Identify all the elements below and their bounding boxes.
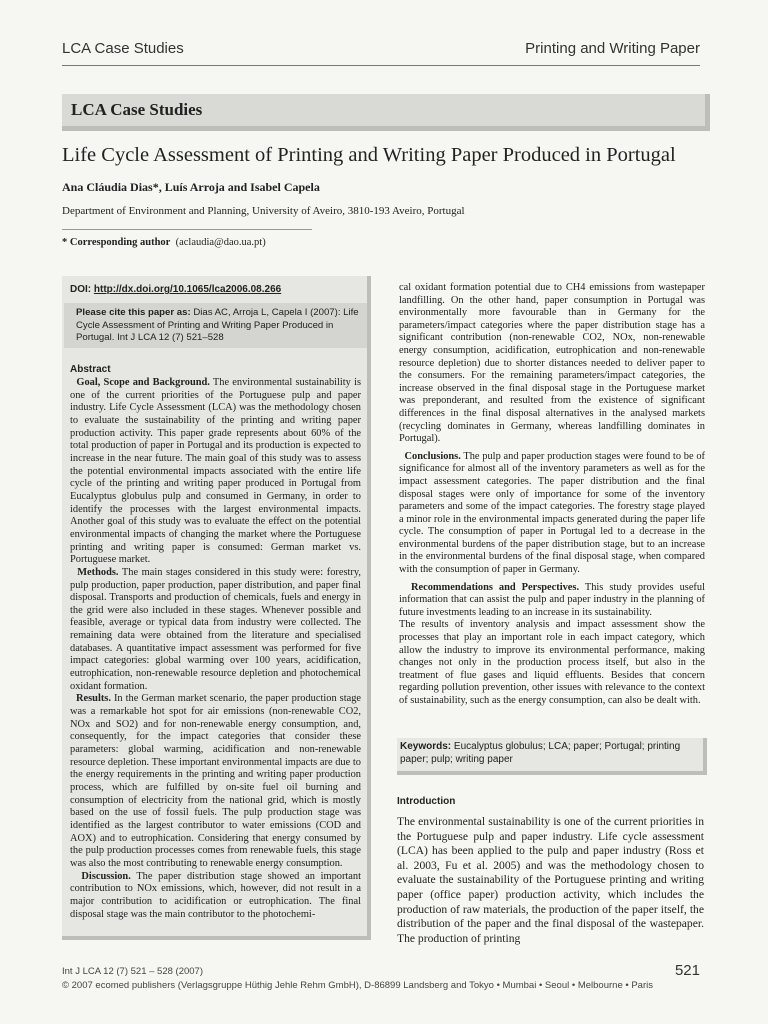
abstract-right-column	[399, 282, 705, 708]
discussion-label: Discussion.	[81, 870, 131, 882]
section-banner-label: LCA Case Studies	[71, 100, 203, 119]
keywords-text: Eucalyptus globulus; LCA; paper; Portugal; printing paper; pulp; writing paper	[400, 741, 681, 765]
discussion-continued: cal oxidant formation potential due to CH4 emissions from wastepaper landfilling. On the other hand, paper consumption in Portugal was environmentally more favourable than in Germany for the parameters/impact categories where the paper distribution stage has a significant contribution (non-renewable CO2, NOx, non-renewable energy consumption, acidification, eutrophication and non-renewable resource depletion) due to shorter distances needed to deliver paper to the consumers. For the remaining parameters/impact categories, the increase observed in the final disposal stage in the Portuguese market was preponderant, and resulted from the existence of significant differences in the final disposal alternatives in the analysed markets (recycling dominates in Germany, whereas landfilling dominates in Portugal).	[399, 282, 705, 445]
footer-journal: Int J LCA 12 (7) 521 – 528 (2007)	[62, 966, 204, 977]
abstract-results	[70, 693, 361, 870]
recommendations-label: Recommendations and Perspectives.	[410, 581, 580, 593]
abstract-methods	[70, 567, 361, 694]
conclusions-label: Conclusions.	[404, 450, 461, 462]
page-number: 521	[674, 962, 700, 979]
conclusions-text: The pulp and paper production stages were found to be of significance for almost all of the inventory parameters as well as for the impact assessment categories. The paper distribution and the final disposal stages were only of importance for some of the inventory parameters and some of the impact categories. The forestry stage played a minor role in the environmental impacts generated during the paper life cycle. The consumption of paper in Portugal led to a decrease in the environmental burdens of the paper distribution stage, but to an increase in the environmental burdens of the final disposal stage, when compared with the consumption of paper in Germany.	[399, 450, 705, 576]
doi-label: DOI:	[70, 284, 92, 295]
introduction-heading: Introduction	[397, 796, 456, 807]
methods-text: The main stages considered in this study were: forestry, pulp production, paper production, paper distribution, and paper final disposal. Transports and production of chemicals, fuels and energy in the grid were also included in these stages. Whenever possible and feasible, average or typical data from industry were collected. The remaining data were obtained from the literature and specialised databases. A quantitative impact assessment was performed for five impact categories: global warming over 100 years, acidification, eutrophication, non-renewable resource depletion and photochemical oxidant formation.	[70, 566, 361, 692]
footer-publisher: © 2007 ecomed publishers (Verlagsgruppe Hüthig Jehle Rehm GmbH), D-86899 Landsberg and Tokyo • Mumbai • Seoul • Melbourne • Paris	[62, 980, 653, 991]
goal-text: The environmental sustainability is one of the current priorities of the Portuguese pulp and paper industry. Life Cycle Assessment (LCA) was the methodology chosen to evaluate the sustainability of the printing and writing paper production activity. This paper grade represents about 60% of the total production of paper in Portugal and its production is expected to increase in the near future. The main goal of this study was to assess the potential environmental impacts associated with the entire life cycle of the printing and writing paper produced in Portugal from Eucalyptus globulus pulp and consumed in Germany, in order to identify the processes with the largest environmental impacts. Another goal of this study was to evaluate the effect on the potential environmental impacts of changing the market where the Portuguese printing and writing paper is consumed: German market vs. Portuguese market.	[70, 377, 361, 566]
cite-box	[64, 303, 367, 348]
authors: Ana Cláudia Dias*, Luís Arroja and Isabel Capela	[62, 180, 320, 194]
corresponding-author-label: * Corresponding author	[62, 237, 171, 248]
keywords	[400, 741, 700, 767]
running-header-left: LCA Case Studies	[62, 40, 184, 57]
abstract-recommendations-2: The results of inventory analysis and impact assessment show the processes that play an important role in each impact category, which allow the industry to improve its environmental performance, making changes not only in the production process itself, but also in the treatment of flue gases and liquid effluents. Besides that concern regarding pollution prevention, other issues with relevance to the context of sustainability, such as the energy consumption, can also be dealt with.	[399, 619, 705, 706]
abstract-body	[70, 377, 361, 921]
keywords-label: Keywords:	[400, 741, 452, 752]
affiliation: Department of Environment and Planning, University of Aveiro, 3810-193 Aveiro, Portugal	[62, 205, 465, 217]
recommendations-text: This study provides useful information that can assist the pulp and paper industry in the planning of future investments leading to an increase in its sustainability.	[399, 581, 705, 618]
abstract-box	[62, 276, 371, 940]
abstract-goal	[70, 377, 361, 567]
doi	[70, 284, 281, 295]
footnote-rule	[62, 229, 312, 230]
cite-text: Dias AC, Arroja L, Capela I (2007): Life Cycle Assessment of Printing and Writing Paper Produced in Portugal. Int J LCA 12 (7) 521–528	[76, 307, 359, 344]
cite-label: Please cite this paper as:	[76, 307, 191, 318]
abstract-conclusions	[399, 451, 705, 577]
abstract-heading: Abstract	[70, 364, 111, 375]
article-title: Life Cycle Assessment of Printing and Writing Paper Produced in Portugal	[62, 144, 676, 166]
section-banner	[62, 94, 710, 131]
keywords-box	[397, 738, 707, 775]
abstract-discussion	[70, 871, 361, 922]
results-text: In the German market scenario, the paper production stage was a remarkable hot spot for air emissions (non-renewable CO2, NOx and SO2) and for non-renewable energy consumption, and, consequently, for the impact categories that consider these parameters: global warming, acidification and non-renewable resource depletion. These important environmental impacts are due to the energy requirements in the printing and writing paper production process, which are fulfilled by on-site fuel oil burning and consumption of electricity from the national grid, which is mostly based on the use of fossil fuels. The pulp production stage was identified as the largest contributor to water emissions (COD and AOX) and to eutrophication. Considering that energy consumed by the pulp production processes comes from renewable fuels, this stage was also the most contributing to renewable energy consumption.	[70, 693, 362, 869]
introduction-text: The environmental sustainability is one of the current priorities in the Portuguese pulp and paper industry. Life cycle assessment (LCA) has been applied to the pulp and paper industry (Ross et al. 2003, Fu et al. 2005) and was the methodology chosen to evaluate the sustainability of the Portuguese printing and writing paper (office paper) production activity, which includes the production of raw materials, the production of the paper itself, the distribution of the paper and the final disposal of the wastepaper. The production of printing	[397, 815, 704, 945]
methods-label: Methods.	[77, 566, 119, 578]
corresponding-author	[62, 237, 266, 248]
doi-link[interactable]: http://dx.doi.org/10.1065/lca2006.08.266	[93, 284, 282, 295]
results-label: Results.	[76, 693, 111, 705]
corresponding-author-email[interactable]: (aclaudia@dao.ua.pt)	[175, 237, 266, 248]
goal-label: Goal, Scope and Background.	[76, 377, 210, 388]
abstract-recommendations	[399, 582, 705, 620]
header-rule	[62, 65, 700, 66]
running-header	[62, 40, 700, 64]
discussion-text: The paper distribution stage showed an important contribution to NOx emissions, which, however, did not result in a major contribution to acidification or eutrophication. The final disposal stage was the main contributor to the photochemi-	[70, 870, 361, 920]
running-header-right: Printing and Writing Paper	[525, 40, 700, 57]
